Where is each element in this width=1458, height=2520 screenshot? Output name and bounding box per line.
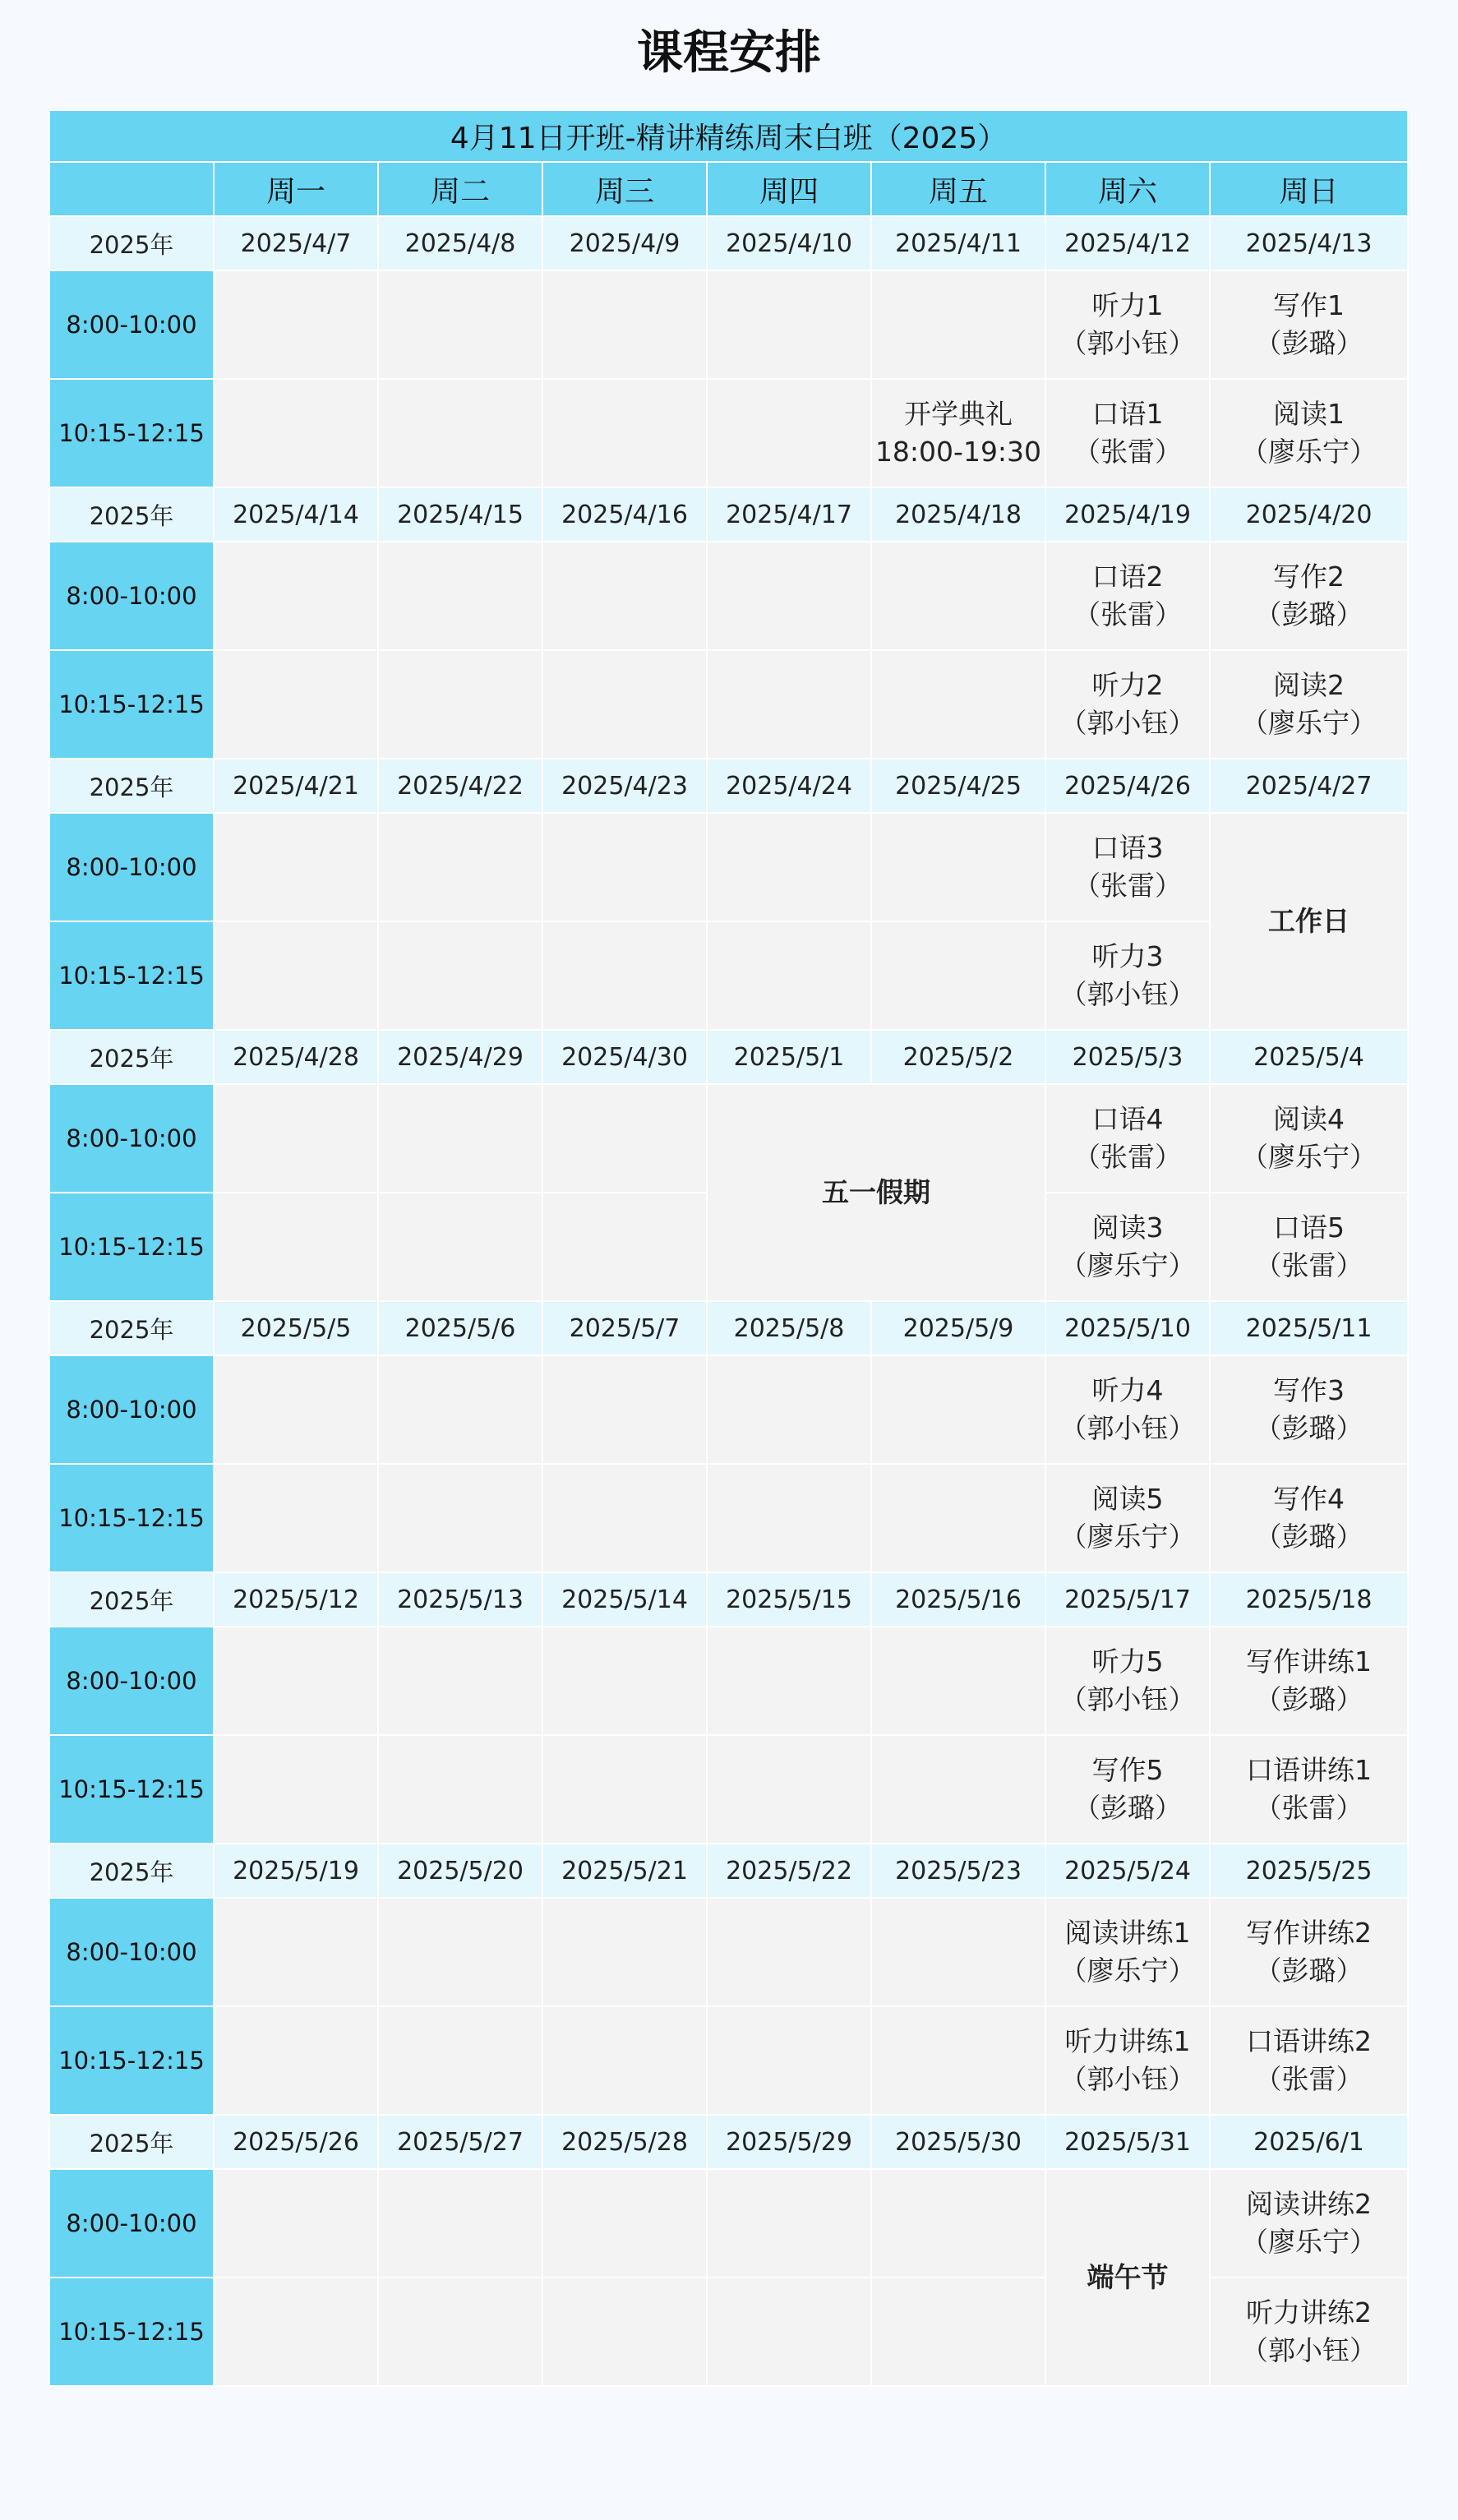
course-cell [1045, 1735, 1210, 1844]
course-detail: （彭璐） [1254, 1955, 1363, 1987]
date-cell: 2025/5/5 [214, 1301, 378, 1355]
empty-cell [871, 1464, 1045, 1572]
empty-cell [214, 1193, 378, 1301]
empty-cell [542, 1627, 707, 1735]
course-detail: （彭璐） [1254, 327, 1363, 359]
course-cell [1210, 379, 1408, 487]
date-row [49, 759, 1408, 813]
empty-cell [378, 379, 542, 487]
date-cell: 2025/5/31 [1045, 2115, 1210, 2169]
date-cell: 2025/4/8 [378, 216, 542, 270]
course-name: 听力5 [1091, 1645, 1164, 1678]
empty-cell [707, 1735, 871, 1844]
time-slot-row [49, 650, 1408, 759]
empty-cell [707, 542, 871, 650]
empty-cell [542, 2169, 707, 2278]
empty-cell [378, 1464, 542, 1572]
empty-cell [707, 2278, 871, 2386]
course-cell [1045, 1084, 1210, 1193]
course-name: 阅读2 [1273, 669, 1345, 701]
course-detail: （张雷） [1073, 870, 1182, 902]
course-detail: （廖乐宁） [1241, 707, 1377, 739]
date-cell: 2025/5/26 [214, 2115, 378, 2169]
course-name: 口语3 [1091, 832, 1164, 864]
date-cell: 2025/5/29 [707, 2115, 871, 2169]
date-cell: 2025/5/23 [871, 1844, 1045, 1898]
empty-cell [214, 1084, 378, 1193]
weekday-header-sat: 周六 [1045, 162, 1210, 216]
year-label: 2025年 [49, 1844, 214, 1898]
time-slot-label: 10:15-12:15 [49, 379, 214, 487]
time-slot-label: 8:00-10:00 [49, 1898, 214, 2006]
weekday-header-mon: 周一 [214, 162, 378, 216]
empty-cell [378, 650, 542, 759]
year-label: 2025年 [49, 487, 214, 542]
time-slot-row [49, 270, 1408, 379]
course-detail: （彭璐） [1254, 598, 1363, 630]
time-slot-label: 10:15-12:15 [49, 650, 214, 759]
date-row [49, 487, 1408, 542]
empty-cell [542, 1355, 707, 1464]
date-cell: 2025/4/26 [1045, 759, 1210, 813]
time-slot-label: 8:00-10:00 [49, 813, 214, 921]
date-cell: 2025/4/11 [871, 216, 1045, 270]
empty-cell [871, 813, 1045, 921]
date-cell: 2025/4/28 [214, 1030, 378, 1084]
empty-cell [378, 813, 542, 921]
time-slot-row [49, 921, 1408, 1030]
course-name: 口语讲练1 [1246, 1754, 1373, 1786]
empty-cell [542, 1898, 707, 2006]
special-event-cell: 五一假期 [707, 1084, 1045, 1301]
empty-cell [378, 921, 542, 1030]
time-slot-label: 10:15-12:15 [49, 1193, 214, 1301]
empty-cell [378, 1084, 542, 1193]
time-slot-row [49, 1627, 1408, 1735]
empty-cell [214, 921, 378, 1030]
empty-cell [214, 1355, 378, 1464]
time-slot-row [49, 1898, 1408, 2006]
course-detail: （郭小钰） [1059, 1683, 1196, 1715]
date-cell: 2025/5/8 [707, 1301, 871, 1355]
date-cell: 2025/5/9 [871, 1301, 1045, 1355]
empty-cell [214, 1627, 378, 1735]
date-cell: 2025/5/7 [542, 1301, 707, 1355]
course-name: 听力1 [1091, 289, 1164, 321]
empty-cell [214, 650, 378, 759]
empty-cell [378, 1735, 542, 1844]
time-slot-row [49, 813, 1408, 921]
date-cell: 2025/4/15 [378, 487, 542, 542]
course-cell [1210, 1355, 1408, 1464]
course-cell [1210, 1627, 1408, 1735]
empty-cell [214, 542, 378, 650]
empty-cell [214, 2169, 378, 2278]
date-cell: 2025/4/20 [1210, 487, 1408, 542]
course-detail: （张雷） [1254, 1792, 1363, 1824]
course-detail: 18:00-19:30 [874, 436, 1042, 468]
course-detail: （郭小钰） [1241, 2334, 1377, 2366]
empty-cell [542, 1084, 707, 1193]
date-cell: 2025/5/21 [542, 1844, 707, 1898]
empty-cell [871, 1898, 1045, 2006]
empty-cell [378, 1627, 542, 1735]
date-cell: 2025/5/11 [1210, 1301, 1408, 1355]
course-name: 听力3 [1091, 940, 1164, 972]
course-name: 写作5 [1091, 1754, 1164, 1786]
course-detail: （廖乐宁） [1241, 2226, 1377, 2258]
date-row [49, 1301, 1408, 1355]
course-detail: （张雷） [1073, 436, 1182, 468]
weekday-header-wed: 周三 [542, 162, 707, 216]
empty-cell [378, 1355, 542, 1464]
empty-cell [871, 2169, 1045, 2278]
date-row [49, 1844, 1408, 1898]
empty-cell [214, 379, 378, 487]
course-cell [1210, 650, 1408, 759]
course-cell [1045, 813, 1210, 921]
course-name: 写作讲练1 [1246, 1645, 1373, 1678]
course-detail: （廖乐宁） [1241, 1141, 1377, 1173]
year-label: 2025年 [49, 759, 214, 813]
date-cell: 2025/4/21 [214, 759, 378, 813]
empty-cell [378, 2278, 542, 2386]
date-cell: 2025/4/27 [1210, 759, 1408, 813]
date-cell: 2025/4/30 [542, 1030, 707, 1084]
empty-cell [542, 2006, 707, 2115]
course-name: 阅读4 [1273, 1103, 1345, 1135]
course-cell [1210, 1735, 1408, 1844]
course-name: 口语1 [1091, 398, 1164, 430]
course-detail: （廖乐宁） [1059, 1249, 1196, 1281]
course-name: 阅读3 [1091, 1212, 1164, 1244]
empty-cell [871, 1355, 1045, 1464]
time-slot-label: 8:00-10:00 [49, 542, 214, 650]
empty-cell [871, 2278, 1045, 2386]
course-cell [1210, 2169, 1408, 2278]
empty-cell [707, 1355, 871, 1464]
weekday-header-sun: 周日 [1210, 162, 1408, 216]
date-cell: 2025/4/9 [542, 216, 707, 270]
course-name: 口语4 [1091, 1103, 1164, 1135]
time-slot-label: 10:15-12:15 [49, 1735, 214, 1844]
date-cell: 2025/5/16 [871, 1572, 1045, 1627]
time-slot-label: 8:00-10:00 [49, 1355, 214, 1464]
course-cell [1045, 1193, 1210, 1301]
empty-cell [542, 2278, 707, 2386]
course-detail: （彭璐） [1254, 1683, 1363, 1715]
course-cell [1045, 650, 1210, 759]
empty-cell [871, 2006, 1045, 2115]
date-cell: 2025/5/27 [378, 2115, 542, 2169]
empty-cell [707, 1898, 871, 2006]
year-label: 2025年 [49, 2115, 214, 2169]
empty-cell [542, 1464, 707, 1572]
date-cell: 2025/5/14 [542, 1572, 707, 1627]
weekday-header-blank [49, 162, 214, 216]
date-cell: 2025/4/7 [214, 216, 378, 270]
date-cell: 2025/5/13 [378, 1572, 542, 1627]
course-cell [1045, 921, 1210, 1030]
year-label: 2025年 [49, 216, 214, 270]
time-slot-row [49, 1735, 1408, 1844]
course-name: 写作讲练2 [1246, 1917, 1373, 1949]
empty-cell [707, 2006, 871, 2115]
empty-cell [378, 2006, 542, 2115]
empty-cell [214, 1735, 378, 1844]
date-cell: 2025/4/13 [1210, 216, 1408, 270]
empty-cell [542, 650, 707, 759]
date-cell: 2025/5/28 [542, 2115, 707, 2169]
course-detail: （张雷） [1254, 2063, 1363, 2095]
date-cell: 2025/5/17 [1045, 1572, 1210, 1627]
empty-cell [707, 921, 871, 1030]
course-cell [1210, 542, 1408, 650]
date-cell: 2025/6/1 [1210, 2115, 1408, 2169]
date-cell: 2025/4/10 [707, 216, 871, 270]
course-name: 写作4 [1273, 1483, 1345, 1515]
empty-cell [542, 921, 707, 1030]
class-banner-row [49, 110, 1408, 162]
time-slot-row [49, 2169, 1408, 2278]
course-name: 阅读讲练2 [1246, 2188, 1373, 2220]
empty-cell [378, 270, 542, 379]
empty-cell [542, 813, 707, 921]
weekday-header-thu: 周四 [707, 162, 871, 216]
date-cell: 2025/4/24 [707, 759, 871, 813]
course-name: 写作2 [1273, 561, 1345, 593]
course-cell [1045, 1355, 1210, 1464]
course-cell [1210, 1464, 1408, 1572]
empty-cell [707, 813, 871, 921]
course-detail: （彭璐） [1254, 1521, 1363, 1553]
date-cell: 2025/5/3 [1045, 1030, 1210, 1084]
class-name-banner: 4月11日开班-精讲精练周末白班（2025） [49, 110, 1408, 162]
special-event-cell: 端午节 [1045, 2169, 1210, 2386]
date-cell: 2025/4/17 [707, 487, 871, 542]
time-slot-row [49, 2006, 1408, 2115]
date-cell: 2025/5/22 [707, 1844, 871, 1898]
course-cell [1045, 1898, 1210, 2006]
course-name: 口语2 [1091, 561, 1164, 593]
course-name: 阅读1 [1273, 398, 1345, 430]
empty-cell [214, 1898, 378, 2006]
date-cell: 2025/4/18 [871, 487, 1045, 542]
page-title: 课程安排 [637, 26, 821, 80]
course-name: 开学典礼 [904, 398, 1013, 430]
course-cell [871, 379, 1045, 487]
course-name: 写作1 [1273, 289, 1345, 321]
date-cell: 2025/4/25 [871, 759, 1045, 813]
empty-cell [542, 379, 707, 487]
course-cell [1210, 2278, 1408, 2386]
time-slot-row [49, 379, 1408, 487]
course-cell [1045, 270, 1210, 379]
time-slot-row [49, 1464, 1408, 1572]
schedule-table [48, 109, 1409, 2387]
empty-cell [378, 2169, 542, 2278]
course-detail: （彭璐） [1254, 1412, 1363, 1444]
course-cell [1210, 1193, 1408, 1301]
date-cell: 2025/4/23 [542, 759, 707, 813]
time-slot-label: 8:00-10:00 [49, 270, 214, 379]
date-cell: 2025/4/29 [378, 1030, 542, 1084]
date-cell: 2025/5/4 [1210, 1030, 1408, 1084]
year-label: 2025年 [49, 1030, 214, 1084]
date-cell: 2025/5/2 [871, 1030, 1045, 1084]
date-row [49, 2115, 1408, 2169]
date-cell: 2025/4/22 [378, 759, 542, 813]
course-detail: （郭小钰） [1059, 978, 1196, 1010]
course-name: 阅读讲练1 [1064, 1917, 1191, 1949]
date-cell: 2025/5/15 [707, 1572, 871, 1627]
empty-cell [542, 1193, 707, 1301]
course-cell [1045, 1464, 1210, 1572]
empty-cell [871, 1735, 1045, 1844]
empty-cell [378, 1898, 542, 2006]
empty-cell [214, 813, 378, 921]
course-cell [1210, 1898, 1408, 2006]
course-detail: （郭小钰） [1059, 327, 1196, 359]
course-name: 阅读5 [1091, 1483, 1164, 1515]
empty-cell [707, 379, 871, 487]
course-detail: （郭小钰） [1059, 2063, 1196, 2095]
time-slot-label: 10:15-12:15 [49, 1464, 214, 1572]
year-label: 2025年 [49, 1572, 214, 1627]
course-detail: （彭璐） [1073, 1792, 1182, 1824]
empty-cell [214, 2278, 378, 2386]
date-cell: 2025/5/18 [1210, 1572, 1408, 1627]
course-name: 听力2 [1091, 669, 1164, 701]
empty-cell [542, 270, 707, 379]
date-cell: 2025/4/19 [1045, 487, 1210, 542]
empty-cell [378, 1193, 542, 1301]
time-slot-label: 10:15-12:15 [49, 2278, 214, 2386]
empty-cell [707, 1627, 871, 1735]
date-cell: 2025/5/10 [1045, 1301, 1210, 1355]
empty-cell [871, 650, 1045, 759]
empty-cell [707, 1464, 871, 1572]
time-slot-label: 8:00-10:00 [49, 1084, 214, 1193]
date-cell: 2025/5/24 [1045, 1844, 1210, 1898]
weekday-header-fri: 周五 [871, 162, 1045, 216]
empty-cell [542, 1735, 707, 1844]
time-slot-label: 8:00-10:00 [49, 2169, 214, 2278]
empty-cell [871, 270, 1045, 379]
empty-cell [214, 1464, 378, 1572]
time-slot-label: 8:00-10:00 [49, 1627, 214, 1735]
date-cell: 2025/5/6 [378, 1301, 542, 1355]
course-cell [1210, 270, 1408, 379]
course-name: 口语5 [1273, 1212, 1345, 1244]
empty-cell [871, 921, 1045, 1030]
course-detail: （廖乐宁） [1059, 1955, 1196, 1987]
date-cell: 2025/5/20 [378, 1844, 542, 1898]
date-row [49, 1030, 1408, 1084]
empty-cell [214, 270, 378, 379]
empty-cell [378, 542, 542, 650]
special-event-cell: 工作日 [1210, 813, 1408, 1030]
course-name: 口语讲练2 [1246, 2025, 1373, 2057]
empty-cell [707, 270, 871, 379]
date-cell: 2025/4/14 [214, 487, 378, 542]
time-slot-row [49, 1084, 1408, 1193]
course-detail: （张雷） [1073, 598, 1182, 630]
time-slot-row [49, 1355, 1408, 1464]
empty-cell [871, 1627, 1045, 1735]
year-label: 2025年 [49, 1301, 214, 1355]
date-cell: 2025/5/25 [1210, 1844, 1408, 1898]
course-cell [1210, 2006, 1408, 2115]
course-cell [1045, 542, 1210, 650]
course-name: 写作3 [1273, 1374, 1345, 1406]
course-name: 听力讲练2 [1246, 2296, 1373, 2328]
time-slot-row [49, 542, 1408, 650]
weekday-header-tue: 周二 [378, 162, 542, 216]
course-detail: （郭小钰） [1059, 1412, 1196, 1444]
course-name: 听力4 [1091, 1374, 1164, 1406]
empty-cell [707, 650, 871, 759]
date-cell: 2025/5/19 [214, 1844, 378, 1898]
course-detail: （廖乐宁） [1241, 436, 1377, 468]
course-cell [1045, 379, 1210, 487]
time-slot-label: 10:15-12:15 [49, 921, 214, 1030]
course-name: 听力讲练1 [1064, 2025, 1191, 2057]
date-cell: 2025/4/12 [1045, 216, 1210, 270]
empty-cell [871, 542, 1045, 650]
date-row [49, 1572, 1408, 1627]
course-detail: （张雷） [1073, 1141, 1182, 1173]
weekday-header-row [49, 162, 1408, 216]
course-detail: （廖乐宁） [1059, 1521, 1196, 1553]
empty-cell [214, 2006, 378, 2115]
empty-cell [707, 2169, 871, 2278]
empty-cell [542, 542, 707, 650]
time-slot-label: 10:15-12:15 [49, 2006, 214, 2115]
date-cell: 2025/5/1 [707, 1030, 871, 1084]
course-cell [1045, 2006, 1210, 2115]
course-cell [1210, 1084, 1408, 1193]
date-cell: 2025/4/16 [542, 487, 707, 542]
date-cell: 2025/5/12 [214, 1572, 378, 1627]
date-cell: 2025/5/30 [871, 2115, 1045, 2169]
date-row [49, 216, 1408, 270]
course-detail: （张雷） [1254, 1249, 1363, 1281]
course-detail: （郭小钰） [1059, 707, 1196, 739]
course-cell [1045, 1627, 1210, 1735]
